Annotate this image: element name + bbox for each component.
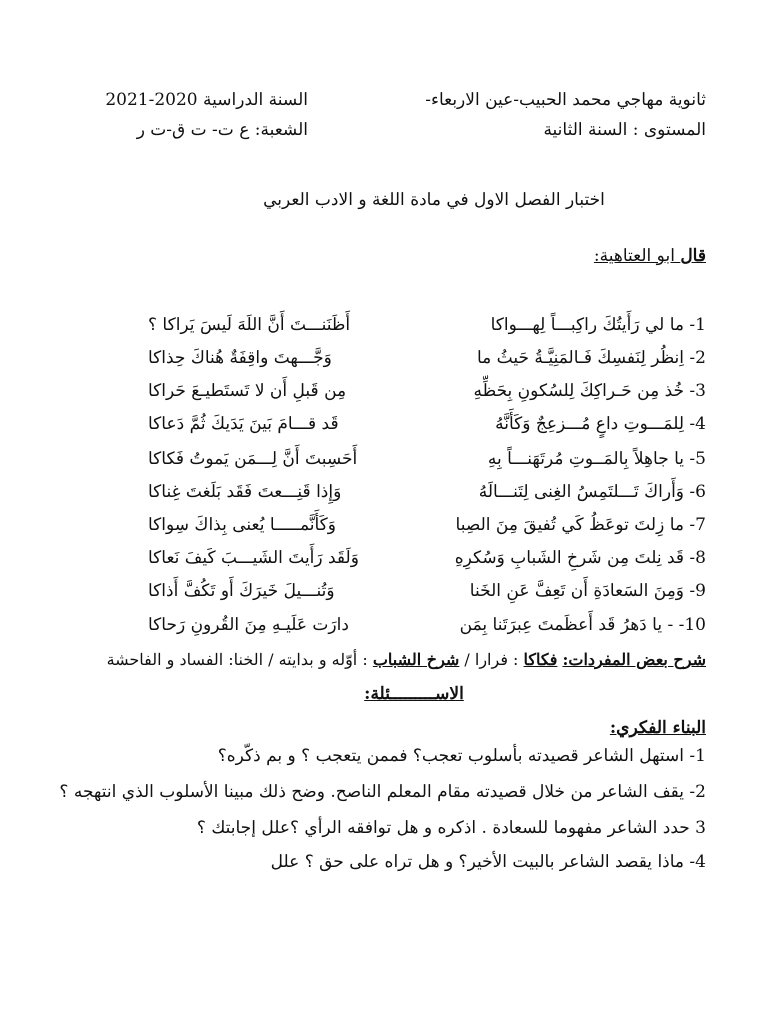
verse-6-second: وَإِذا قَنِـــعتَ فَقَد بَلَغتَ غِناكا [148, 482, 342, 502]
verse-6-first: 6- وَأَراكَ تَـــلتَمِسُ الغِنى لِتَنـــالَهُ [478, 482, 706, 502]
verse-5-second: أَحَسِبتَ أَنَّ لِـــمَن يَموتُ فَكاكا [148, 449, 358, 469]
section-heading: البناء الفكري: [609, 718, 706, 738]
verse-9-second: وَتُنـــيلَ خَيرَكَ أَو تَكُفَّ أَذاكا [148, 581, 335, 601]
verse-4-second: قَد قـــامَ بَينَ يَدَيكَ ثُمَّ دَعاكا [148, 414, 339, 434]
vocab-word-1: فكاكا [523, 650, 558, 669]
vocab-word-2: شرخ الشباب [372, 650, 460, 669]
verse-2-second: وَجَّـــهتَ واقِفَةٌ هُناكَ حِذاكا [148, 348, 332, 368]
vocab-heading: شرح بعض المفردات: [562, 650, 706, 669]
verse-3-second: مِن قَبلِ أَن لا تَستَطيـعَ حَراكا [148, 381, 347, 401]
verse-10-second: دارَت عَلَيـهِ مِنَ القُرونِ رَحاكا [148, 615, 349, 635]
verse-4-first: 4- لِلمَـــوتِ داعٍ مُـــزعِجٌ وَكَأَنَّهُ [495, 414, 706, 434]
verse-10-first: 10- - يا دَهرُ قَد أَعظَمتَ عِبرَتَنا بِمَن [459, 615, 706, 635]
verse-7-second: وَكَأَنَّمـــــا يُعنى بِذاكَ سِواكا [148, 515, 336, 535]
verse-1-second: أَظَنَنـــتَ أَنَّ اللَهَ لَيسَ يَراكا ؟ [148, 315, 351, 335]
verse-8-first: 8- قَد نِلتَ مِن شَرخِ الشَبابِ وَسُكرِهِ [454, 548, 706, 568]
verse-2-first: 2- اِنظُر لِنَفسِكَ فَـالمَنِيَّـةُ حَيثُ ما [476, 348, 706, 368]
level-label: المستوى : السنة الثانية [543, 120, 706, 140]
verse-3-first: 3- خُذ مِن حَـراكِكَ لِلسُكونِ بِحَظِّهِ [473, 381, 706, 401]
question-2: 2- يقف الشاعر من خلال قصيدته مقام المعلم الناصح. وضح ذلك مبينا الأسلوب الذي انتهجه ؟ [59, 782, 706, 802]
verse-9-first: 9- وَمِنَ السَعادَةِ أَن تَعِفَّ عَنِ الخَنا [469, 581, 706, 601]
poet-intro [594, 244, 706, 268]
verse-8-second: وَلَقَد رَأَيتَ الشَيـــبَ كَيفَ نَعاكا [148, 548, 359, 568]
vocab-meaning-2: : أوّله و بدايته / الخنا: الفساد و الفاحشة [106, 650, 373, 669]
vocabulary-line [107, 648, 706, 672]
question-3: 3 حدد الشاعر مفهوما للسعادة . اذكره و هل توافقه الرأي ؟علل إجابتك ؟ [196, 818, 706, 838]
verse-1-first: 1- ما لي رَأَيتُكَ راكِبـــاً لِهـــواكا [490, 315, 706, 335]
verse-5-first: 5- يا جاهِلاً بِالمَــوتِ مُرتَهَنـــاً بِهِ [487, 449, 706, 469]
school-name: ثانوية مهاجي محمد الحبيب-عين الاربعاء- [425, 90, 706, 110]
question-1: 1- استهل الشاعر قصيدته بأسلوب تعجب؟ فممن يتعجب ؟ و بم ذكّره؟ [217, 746, 706, 766]
exam-title: اختبار الفصل الاول في مادة اللغة و الادب العربي [263, 190, 605, 210]
branch-label: الشعبة: ع ت- ت ق-ت ر [136, 120, 308, 140]
verse-7-first: 7- ما زِلتَ توعَظُ كَي تُفيقَ مِنَ الصِبا [455, 515, 706, 535]
school-year: السنة الدراسية 2020-2021 [105, 90, 308, 110]
poet-name: ابو العتاهية: [593, 246, 681, 266]
said-word: قال [680, 246, 706, 266]
questions-heading: الاســـــــــئلة: [364, 684, 464, 704]
vocab-meaning-1: : فرارا / [459, 650, 524, 669]
question-4: 4- ماذا يقصد الشاعر بالبيت الأخير؟ و هل تراه على حق ؟ علل [270, 852, 706, 872]
